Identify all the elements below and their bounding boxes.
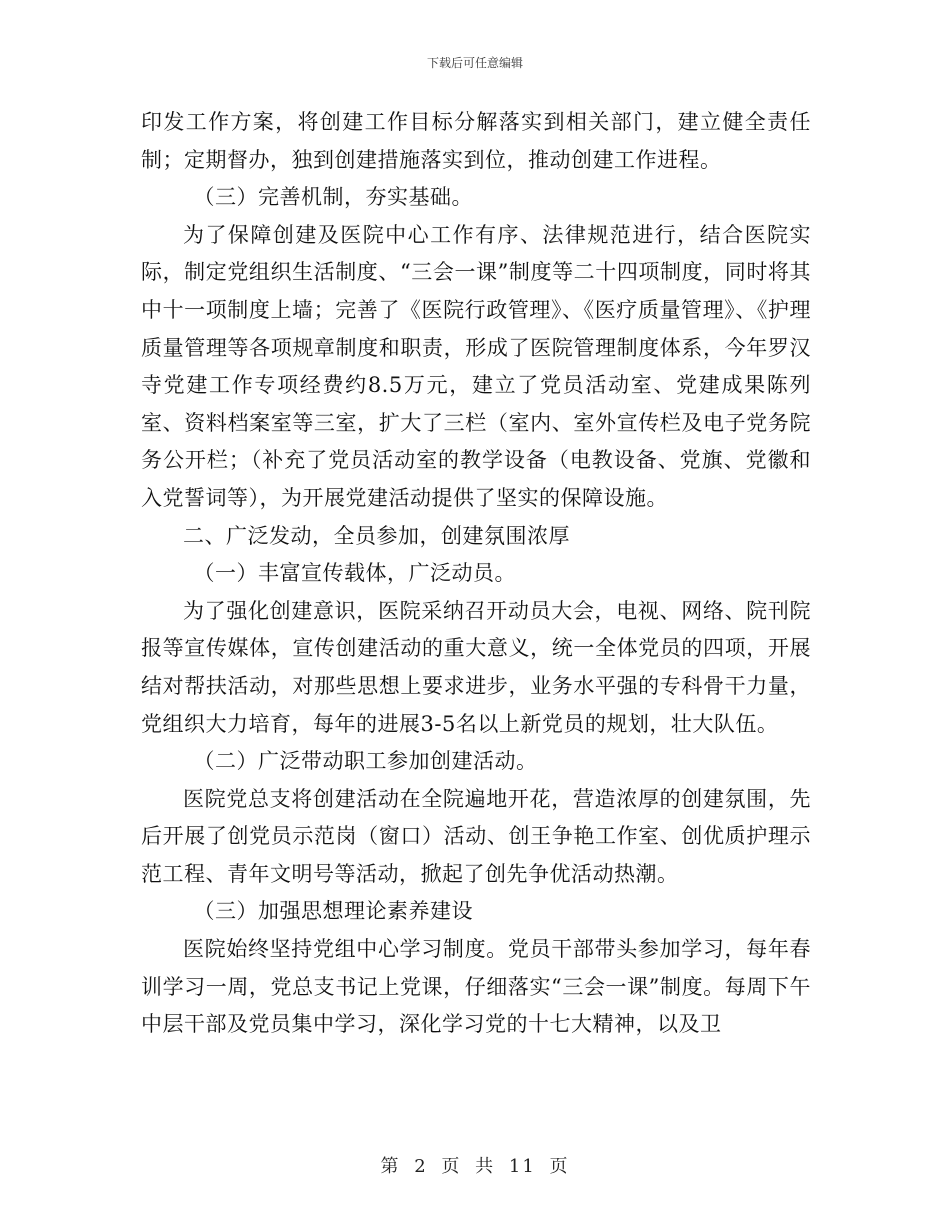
footer-label-unit: 页 xyxy=(441,1156,462,1177)
footer-current-page: 2 xyxy=(414,1156,428,1177)
section-subheading: （二）广泛带动职工参加创建活动。 xyxy=(193,749,538,774)
section-subheading: （三）加强思想理论素养建设 xyxy=(193,899,473,924)
paragraph: 为了强化创建意识，医院采纳召开动员大会，电视、网络、院刊院报等宣传媒体，宣传创建活动的重大意义，统一全体党员的四项，开展结对帮扶活动，对那些思想上要求进步，业务水平强的专科骨干力量，党组织大力培育，每年的进展3-5名以上新党员的规划，壮大队伍。 xyxy=(141,598,811,736)
paragraph: 医院党总支将创建活动在全院遍地开花，营造浓厚的创建氛围，先后开展了创党员示范岗（窗口）活动、创王争艳工作室、创优质护理示范工程、青年文明号等活动，掀起了创先争优活动热潮。 xyxy=(141,786,811,886)
paragraph: 印发工作方案，将创建工作目标分解落实到相关部门，建立健全责任制；定期督办，独到创建措施落实到位，推动创建工作进程。 xyxy=(141,110,811,172)
page-footer xyxy=(0,1152,950,1178)
section-heading: 二、广泛发动，全员参加，创建氛围浓厚 xyxy=(183,523,570,548)
section-subheading: （三）完善机制，夯实基础。 xyxy=(193,185,473,210)
footer-total-pages: 11 xyxy=(508,1156,536,1177)
document-body xyxy=(141,104,811,1044)
footer-label-page: 第 xyxy=(380,1156,401,1177)
paragraph: 医院始终坚持党组中心学习制度。党员干部带头参加学习，每年春训学习一周，党总支书记上党课，仔细落实“三会一课”制度。每周下午中层干部及党员集中学习，深化学习党的十七大精神，以及卫 xyxy=(141,937,811,1037)
paragraph: 为了保障创建及医院中心工作有序、法律规范进行，结合医院实际，制定党组织生活制度、“三会一课”制度等二十四项制度，同时将其中十一项制度上墙；完善了《医院行政管理》、《医疗质量管理》、《护理质量管理等各项规章制度和职责，形成了医院管理制度体系，今年罗汉寺党建工作专项经费约8.5万元，建立了党员活动室、党建成果陈列室、资料档案室等三室，扩大了三栏（室内、室外宣传栏及电子党务院务公开栏；（补充了党员活动室的教学设备（电教设备、党旗、党徽和入党誓词等），为开展党建活动提供了坚实的保障设施。 xyxy=(141,222,811,510)
footer-label-total: 共 xyxy=(475,1156,496,1177)
page-header-note: 下载后可任意编辑 xyxy=(426,56,523,70)
section-subheading: （一）丰富宣传载体，广泛动员。 xyxy=(193,561,516,586)
footer-label-unit-end: 页 xyxy=(549,1156,570,1177)
